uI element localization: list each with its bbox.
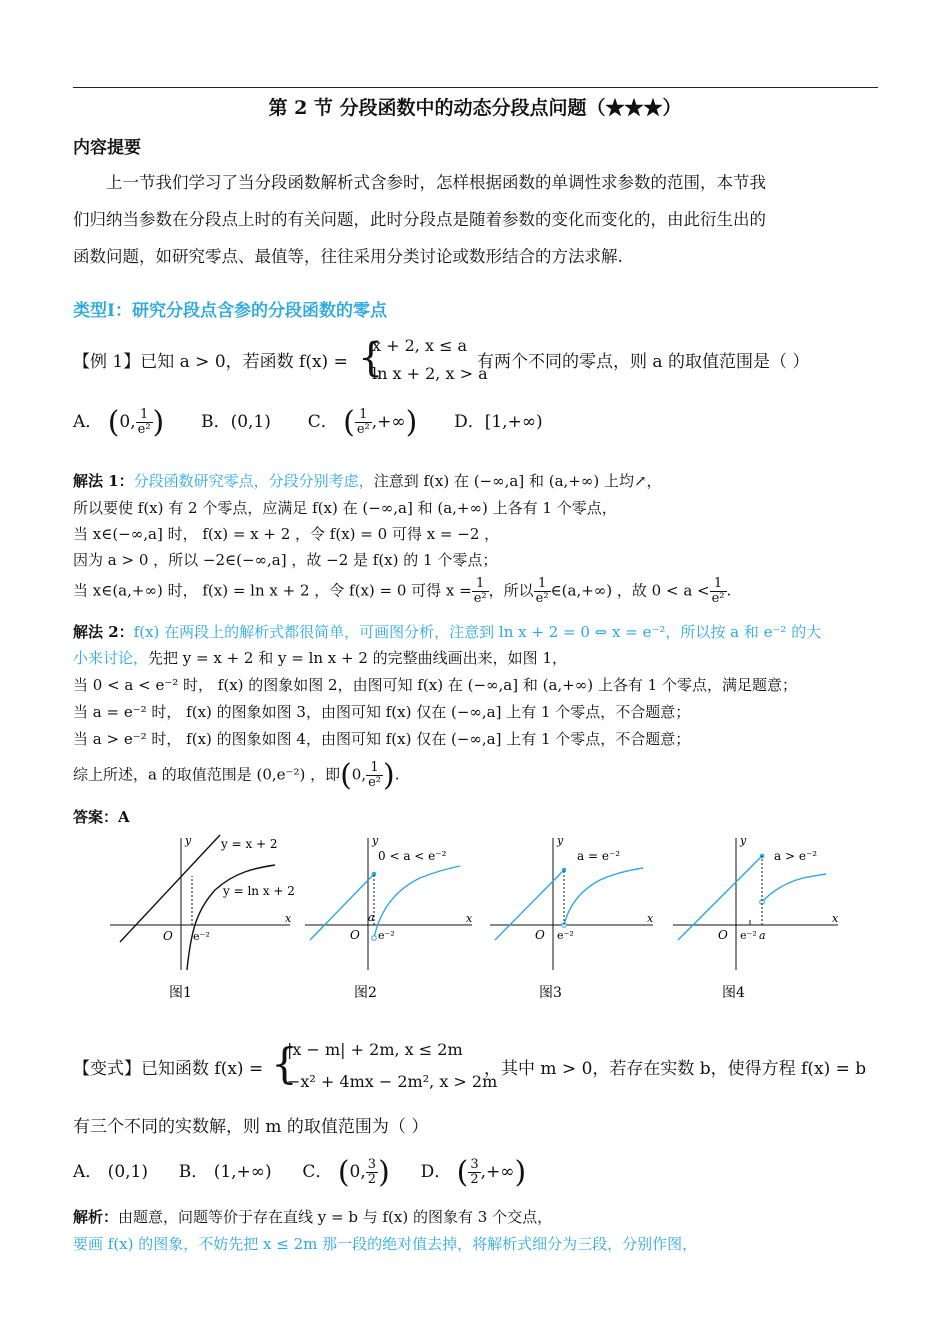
paren-right: ) (383, 758, 395, 793)
example1-stem (73, 347, 348, 372)
s1-frac3 (710, 577, 727, 606)
variant-option-c-label: C． (302, 1162, 333, 1182)
summary-line-2: 们归纳当参数在分段点上时的有关问题，此时分段点是随着参数的变化而变化的，由此衍生出的 (73, 210, 766, 229)
example1-label: 【例 1】 (73, 352, 141, 372)
variant-c-left: 0, (349, 1162, 366, 1182)
fig4-x: x (832, 912, 839, 925)
fig3-cond: a = e⁻² (577, 849, 621, 863)
frac-den: e² (535, 591, 549, 606)
log-branch (374, 866, 460, 938)
figure-2 (300, 830, 480, 1005)
variant-stem (73, 1054, 263, 1079)
solution1-line4: 因为 a > 0 ，所以 −2∈(−∞,a] ，故 −2 是 f(x) 的 1 个零点； (73, 551, 498, 569)
fig1-tick: e⁻² (193, 930, 210, 943)
variant-d-fraction (468, 1158, 480, 1187)
variant-options (73, 1155, 526, 1190)
example1-brace: { (358, 335, 384, 381)
fig3-o: O (535, 928, 545, 942)
fig3-caption: 图3 (539, 985, 562, 1001)
fig4-o: O (718, 928, 728, 942)
fig2-x: x (466, 912, 473, 925)
s1-frac2 (534, 577, 551, 606)
solution2-label: 解法 2： (73, 623, 134, 641)
frac-den: 2 (470, 1172, 479, 1187)
s2-frac (366, 761, 383, 790)
solution2-blue1: f(x) 在两段上的解析式都很简单，可画图分析，注意到 ln x + 2 = 0 ⇔ x = e⁻²，所以按 a 和 e⁻² 的大 (133, 623, 822, 641)
variant-brace: { (271, 1039, 298, 1088)
option-d-value: [1,+∞) (484, 412, 543, 432)
paren-left: ( (337, 1155, 350, 1190)
solution1-line3: 当 x∈(−∞,a] 时， f(x) = x + 2 ，令 f(x) = 0 可得 x = −2 ， (73, 525, 500, 543)
solution1-rest: 注意到 f(x) 在 (−∞,a] 和 (a,+∞) 上均↗， (373, 472, 662, 490)
option-a-left: 0, (119, 412, 136, 432)
paren-left: ( (456, 1155, 469, 1190)
fig1-x: x (285, 912, 292, 925)
variant-option-b: B． (1,+∞) (178, 1162, 272, 1182)
option-c-label: C． (307, 412, 338, 432)
fig3-tick: e⁻² (557, 929, 574, 942)
frac-den: e² (137, 422, 151, 437)
fig1-caption: 图1 (169, 985, 192, 1001)
frac-num: 1 (366, 761, 383, 776)
figure-1 (105, 830, 295, 1005)
fig3-x: x (647, 912, 654, 925)
frac-num: 1 (534, 577, 551, 592)
type1-heading: 类型Ⅰ：研究分段点含参的分段函数的零点 (73, 301, 387, 321)
frac-num: 3 (367, 1157, 377, 1172)
variant-stem-post: ，其中 m > 0，若存在实数 b，使得方程 f(x) = b (484, 1059, 867, 1079)
solution2-blue2: 小来讨论， (73, 649, 149, 667)
variant-label: 【变式】 (73, 1059, 141, 1079)
fig2-cond: 0 < a < e⁻² (378, 849, 447, 863)
paren-left: ( (340, 758, 352, 793)
variant-d-right: ,+∞ (480, 1162, 515, 1182)
frac-num: 1 (355, 408, 372, 423)
log-branch (564, 868, 643, 925)
example1-case2: ln x + 2, x > a (372, 364, 488, 383)
option-a-label: A． (73, 412, 103, 432)
fig4-tick: e⁻² (740, 929, 757, 942)
solution2-rest2: 先把 y = x + 2 和 y = ln x + 2 的完整曲线画出来，如图 1， (148, 649, 567, 667)
fig2-o: O (350, 928, 360, 942)
option-c-right: ,+∞ (371, 412, 406, 432)
fig1-label2: y = ln x + 2 (223, 884, 295, 898)
s2-l6b: 0, (351, 765, 367, 784)
open-dot (372, 936, 377, 941)
fig3-y: y (557, 834, 564, 847)
example1-options (73, 405, 543, 440)
log-curve (187, 865, 275, 970)
solution1-label: 解法 1： (73, 472, 134, 490)
line-branch (310, 874, 374, 940)
paren-right: ) (152, 405, 165, 440)
solution1-line2: 所以要使 f(x) 有 2 个零点，应满足 f(x) 在 (−∞,a] 和 (a,+∞) 上各有 1 个零点， (73, 499, 617, 517)
s1-l5b: ，所以 (488, 581, 534, 600)
option-b-label: B． (201, 412, 231, 432)
s2-l6a: 综上所述，a 的取值范围是 (0,e⁻²) ，即 (73, 765, 341, 784)
figure-3 (485, 830, 665, 1005)
option-d-label: D． (454, 412, 485, 432)
solution2-line5: 当 a > e⁻² 时， f(x) 的图象如图 4，由图可知 f(x) 仅在 (−∞,a] 上有 1 个零点，不合题意； (73, 730, 691, 748)
variant-case1: |x − m| + 2m, x ≤ 2m (287, 1040, 463, 1059)
top-rule (73, 87, 878, 88)
summary-line-1: 上一节我们学习了当分段函数解析式含参时，怎样根据函数的单调性求参数的范围，本节我 (106, 173, 766, 192)
fig2-y: y (372, 834, 379, 847)
solution2-line3: 当 0 < a < e⁻² 时， f(x) 的图象如图 2，由图可知 f(x) 在 (−∞,a] 和 (a,+∞) 上各有 1 个零点，满足题意； (73, 676, 797, 694)
paren-right: ) (405, 405, 418, 440)
frac-den: e² (711, 591, 725, 606)
fig4-cond: a > e⁻² (774, 849, 818, 863)
s2-l6c: . (394, 765, 400, 784)
summary-line-3: 函数问题，如研究零点、最值等，往往采用分类讨论或数形结合的方法求解. (73, 247, 623, 266)
summary-heading: 内容提要 (73, 138, 141, 158)
fig4-caption: 图4 (722, 985, 745, 1001)
s1-l5c: ∈(a,+∞) ，故 0 < a < (550, 581, 710, 600)
fig1-y: y (185, 834, 192, 847)
s1-frac1 (472, 577, 489, 606)
frac-num: 1 (136, 408, 153, 423)
paren-left: ( (343, 405, 355, 440)
solution1-line1 (73, 470, 662, 491)
frac-den: 2 (367, 1172, 377, 1187)
example1-stem-pre: 已知 a > 0，若函数 f(x) = (140, 352, 348, 372)
section-title: 第 2 节 分段函数中的动态分段点问题（★★★） (268, 97, 682, 119)
frac-den: e² (473, 591, 487, 606)
s1-l5a: 当 x∈(a,+∞) 时， f(x) = ln x + 2 ，令 f(x) = 0 可得 x = (73, 581, 472, 600)
variant-option-a: A． (0,1) (73, 1162, 148, 1182)
s1-l5d: . (726, 581, 732, 600)
fig2-a: a (368, 911, 375, 924)
answer: 答案：A (73, 808, 130, 826)
frac-den: e² (368, 775, 382, 790)
example1-stem-post: 有两个不同的零点，则 a 的取值范围是（ ） (477, 352, 810, 372)
option-a-fraction (136, 408, 153, 437)
solution2-line6 (73, 758, 400, 793)
variant-option-d-label: D． (420, 1162, 452, 1182)
frac-num: 1 (472, 577, 489, 592)
solution1-blue: 分段函数研究零点，分段分别考虑， (133, 472, 374, 490)
solution2-line1 (73, 621, 821, 642)
frac-den: e² (356, 422, 370, 437)
line-curve (120, 835, 220, 942)
log-branch (762, 874, 826, 902)
option-b-value: (0,1) (230, 412, 271, 432)
option-c-fraction (355, 408, 372, 437)
variant-solution-l1: 由题意，问题等价于存在直线 y = b 与 f(x) 的图象有 3 个交点， (118, 1208, 553, 1226)
fig4-y: y (740, 834, 747, 847)
paren-left: ( (107, 405, 120, 440)
paren-right: ) (514, 1155, 527, 1190)
variant-solution-line2: 要画 f(x) 的图象，不妨先把 x ≤ 2m 那一段的绝对值去掉，将解析式细分为三段，分别作图， (73, 1235, 698, 1253)
frac-num: 1 (710, 577, 727, 592)
variant-line2: 有三个不同的实数解，则 m 的取值范围为（ ） (73, 1117, 429, 1137)
fig2-caption: 图2 (354, 985, 377, 1001)
solution2-line4: 当 a = e⁻² 时， f(x) 的图象如图 3，由图可知 f(x) 仅在 (−∞,a] 上有 1 个零点，不合题意； (73, 703, 691, 721)
fig1-label1: y = x + 2 (221, 837, 278, 851)
solution1-line5 (73, 577, 731, 606)
figure-4 (668, 830, 848, 1005)
variant-solution-label: 解析： (73, 1208, 119, 1226)
variant-c-fraction (366, 1158, 378, 1187)
variant-solution-line1 (73, 1206, 552, 1227)
example1-case1: x + 2, x ≤ a (372, 336, 468, 355)
variant-case2: −x² + 4mx − 2m², x > 2m (287, 1072, 498, 1091)
variant-stem-pre: 已知函数 f(x) = (141, 1059, 264, 1079)
fig2-tick: e⁻² (378, 929, 395, 942)
frac-num: 3 (470, 1157, 479, 1172)
fig1-o: O (163, 929, 173, 943)
solution2-line2 (73, 647, 567, 668)
fig4-a: a (759, 929, 766, 942)
paren-right: ) (378, 1155, 390, 1190)
line-branch (495, 870, 564, 940)
